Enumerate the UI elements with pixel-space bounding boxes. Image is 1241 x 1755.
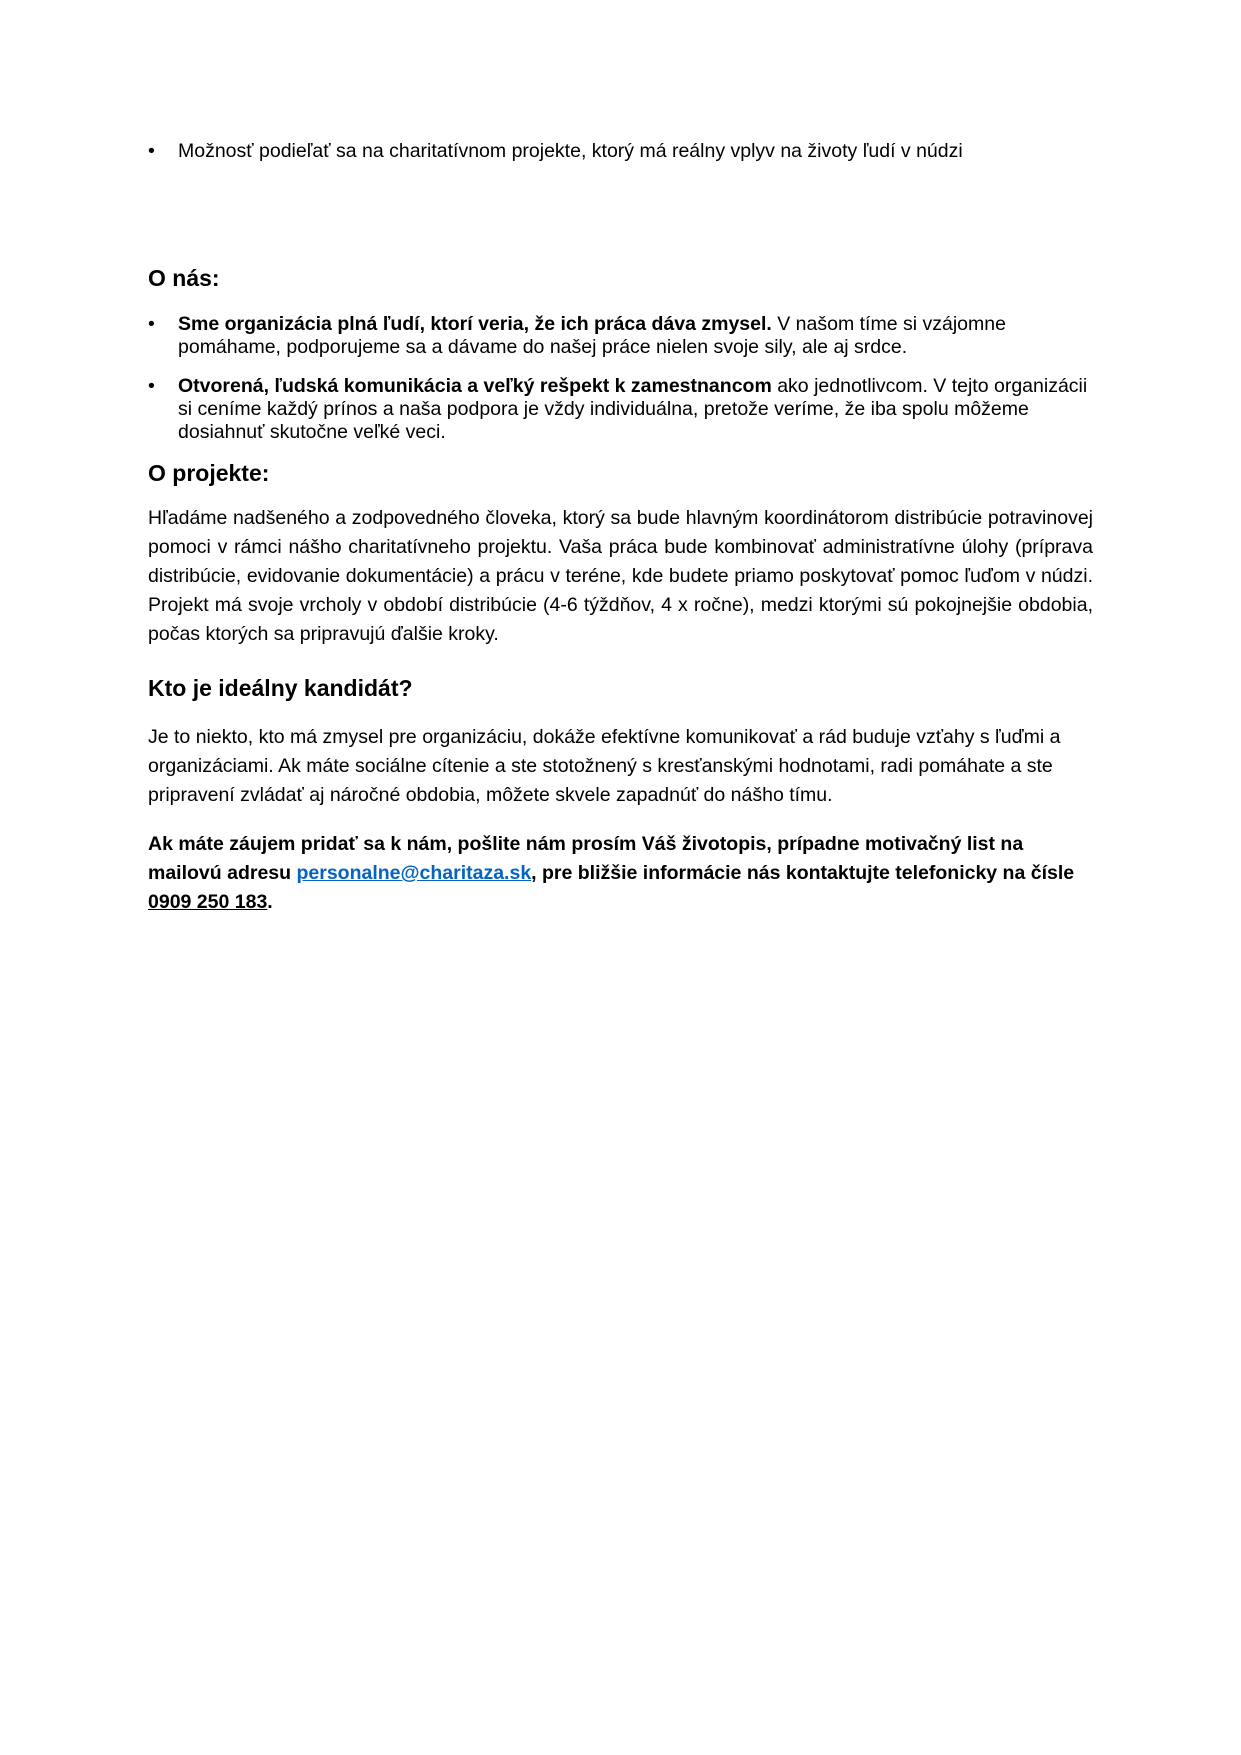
list-item-text: Možnosť podieľať sa na charitatívnom projekte, ktorý má reálny vplyv na životy ľudí v núdzi xyxy=(178,140,963,162)
email-link[interactable]: personalne@charitaza.sk xyxy=(296,862,532,884)
list-item-bold-text: Otvorená, ľudská komunikácia a veľký rešpekt k zamestnancom xyxy=(178,375,772,397)
list-item xyxy=(148,375,1093,444)
bullet-icon: • xyxy=(148,140,155,162)
list-item-bold-text: Sme organizácia plná ľudí, ktorí veria, že ich práca dáva zmysel. xyxy=(178,313,772,335)
bullet-icon: • xyxy=(148,375,155,397)
list-item-text: V našom tíme si vzájomne pomáhame, podporujeme sa a dávame do našej práce nielen svoje sily, ale aj srdce. xyxy=(178,313,1006,358)
about-bullet-list xyxy=(148,313,1093,444)
candidate-paragraph: Je to niekto, kto má zmysel pre organizáciu, dokáže efektívne komunikovať a rád buduje vzťahy s ľuďmi a organizáciami. Ak máte sociálne cítenie a ste stotožnený s kresťanskými hodnotami, radi pomáhate a ste pripravení zvládať aj náročné obdobia, môžete skvele zapadnúť do nášho tímu. xyxy=(148,726,1061,806)
list-item xyxy=(148,313,1093,359)
candidate-heading: Kto je ideálny kandidát? xyxy=(148,675,413,701)
benefits-bullet-list xyxy=(148,140,1093,163)
contact-text-after-phone: . xyxy=(267,891,273,913)
contact-text-before-email: Ak máte záujem pridať sa k nám, pošlite nám prosím Váš životopis, prípadne motivačný list na mailovú adresu xyxy=(148,833,1024,884)
project-heading: O projekte: xyxy=(148,460,270,486)
contact-text-after-email: , pre bližšie informácie nás kontaktujte telefonicky na čísle xyxy=(531,862,1075,884)
contact-paragraph xyxy=(148,830,1093,917)
project-paragraph: Hľadáme nadšeného a zodpovedného človeka, ktorý sa bude hlavným koordinátorom distribúcie potravinovej pomoci v rámci nášho charitatívneho projektu. Vaša práca bude kombinovať administratívne úlohy (príprava distribúcie, evidovanie dokumentácie) a prácu v teréne, kde budete priamo poskytovať pomoc ľuďom v núdzi. Projekt má svoje vrcholy v období distribúcie (4-6 týždňov, 4 x ročne), medzi ktorými sú pokojnejšie obdobia, počas ktorých sa pripravujú ďalšie kroky. xyxy=(148,507,1093,645)
phone-number: 0909 250 183 xyxy=(148,891,268,913)
list-item-text: ako jednotlivcom. V tejto organizácii si ceníme každý prínos a naša podpora je vždy individuálna, pretože veríme, že iba spolu môžeme dosiahnuť skutočne veľké veci. xyxy=(178,375,1088,443)
about-heading: O nás: xyxy=(148,265,220,291)
list-item xyxy=(148,140,1093,163)
bullet-icon: • xyxy=(148,313,155,335)
